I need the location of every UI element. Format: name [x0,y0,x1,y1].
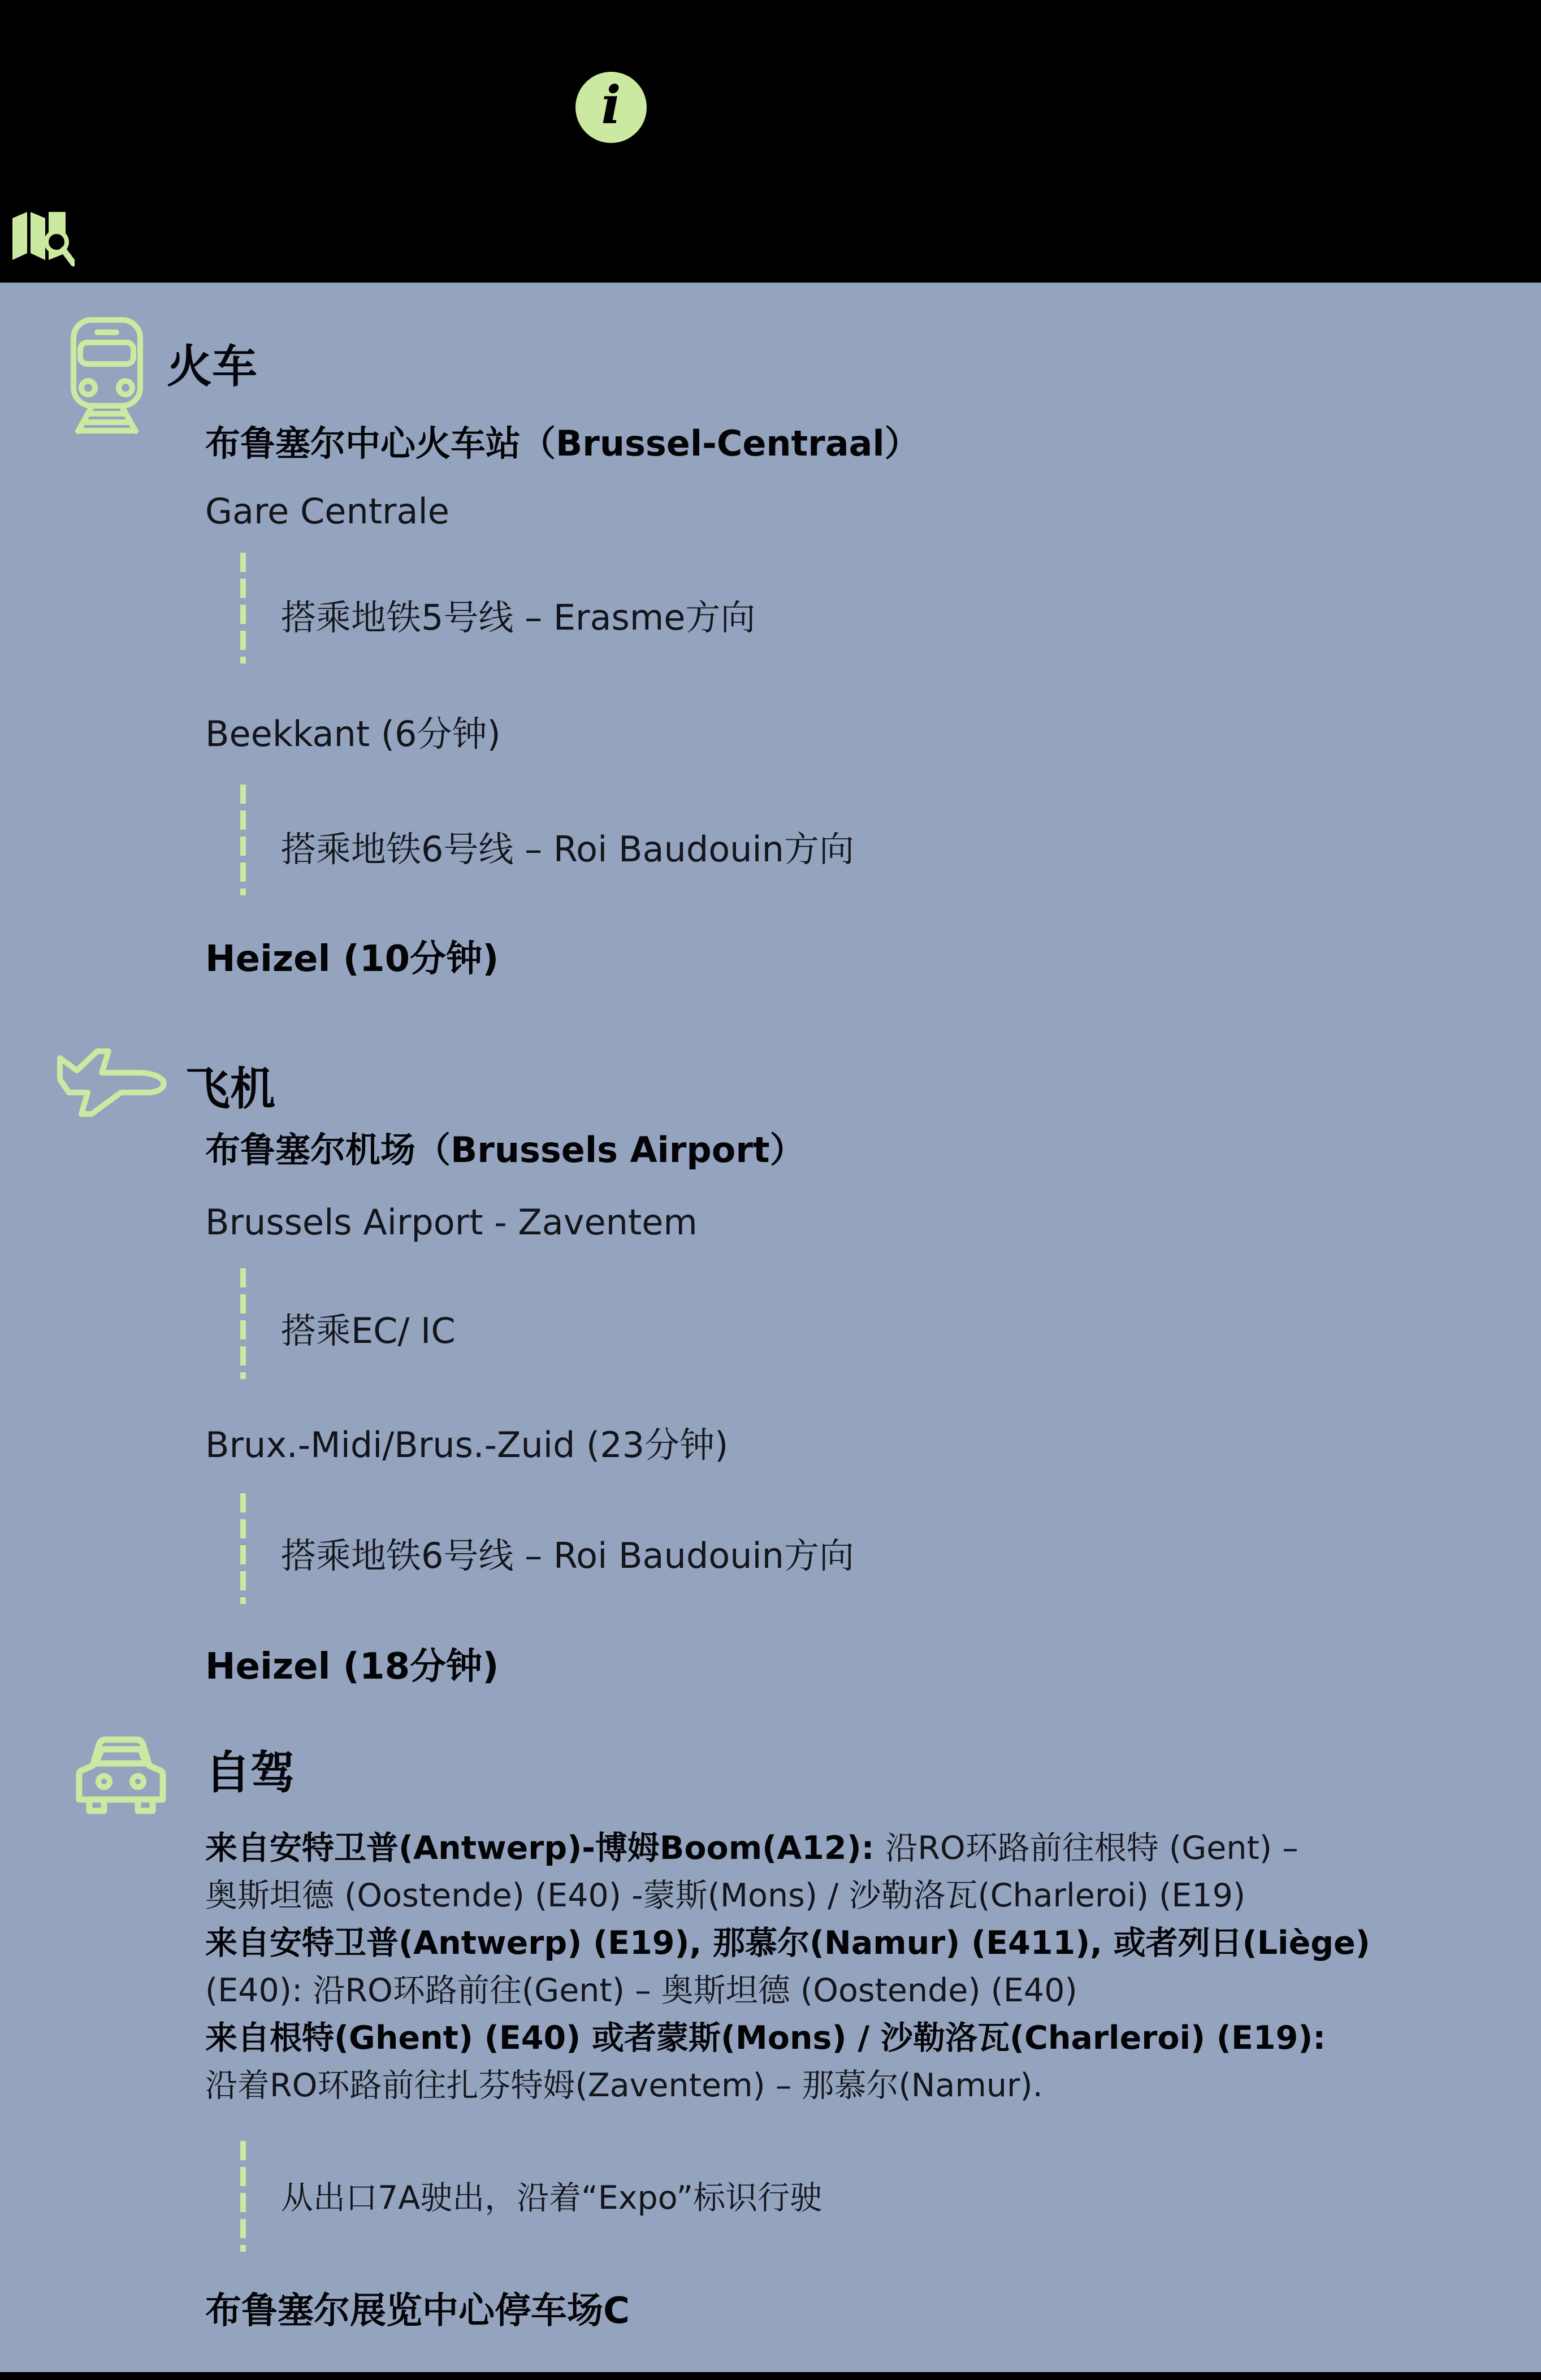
route-connector-dashed-line [240,1493,246,1604]
plane-arrival-stop: Heizel (18分钟) [205,1646,499,1688]
route-line: (E40): 沿RO环路前往(Gent) – 奥斯坦德 (Oostende) (E40) [205,1972,1077,2009]
header-banner [0,0,1541,283]
train-stop-1: Beekkant (6分钟) [205,713,501,755]
route-line: 来自根特(Ghent) (E40) 或者蒙斯(Mons) / 沙勒洛瓦(Charleroi) (E19): [205,2019,1326,2057]
plane-step-2: 搭乘地铁6号线 – Roi Baudouin方向 [281,1535,854,1576]
car-arrival-parking: 布鲁塞尔展览中心停车场C [205,2290,630,2332]
plane-icon [52,1046,172,1118]
route-line: 沿着RO环路前往扎芬特姆(Zaventem) – 那慕尔(Namur). [205,2067,1043,2104]
info-icon [575,72,647,143]
train-station-subtitle: Gare Centrale [205,491,449,532]
bottom-divider-bar [0,2372,1541,2380]
section-title-car: 自驾 [205,1746,296,1799]
train-step-1: 搭乘地铁5号线 – Erasme方向 [281,597,756,638]
route-connector-dashed-line [240,553,246,664]
train-icon [68,317,147,435]
route-line: 奥斯坦德 (Oostende) (E40) -蒙斯(Mons) / 沙勒洛瓦(Charleroi) (E19) [205,1877,1246,1914]
plane-stop-1: Brux.-Midi/Brus.-Zuid (23分钟) [205,1424,729,1466]
info-icon-glyph: i [601,75,621,136]
route-line: 来自安特卫普(Antwerp) (E19), 那慕尔(Namur) (E411), 或者列日(Liège) [205,1924,1370,1962]
route-connector-dashed-line [240,1268,246,1379]
train-station-title: 布鲁塞尔中心火车站（Brussel-Centraal） [205,423,920,464]
plane-station-title: 布鲁塞尔机场（Brussels Airport） [205,1129,805,1171]
train-arrival-stop: Heizel (10分钟) [205,938,499,980]
train-step-2: 搭乘地铁6号线 – Roi Baudouin方向 [281,829,854,870]
plane-step-1: 搭乘EC/ IC [281,1310,456,1351]
section-title-plane: 飞机 [185,1063,275,1115]
route-line: 来自安特卫普(Antwerp)-博姆Boom(A12): 沿RO环路前往根特 (Gent) – [205,1830,1298,1867]
car-step-1: 从出口7A驶出，沿着“Expo”标识行驶 [281,2179,823,2217]
plane-station-subtitle: Brussels Airport - Zaventem [205,1202,698,1243]
route-connector-dashed-line [240,784,246,895]
car-icon [73,1736,168,1817]
route-connector-dashed-line [240,2141,246,2252]
map-search-icon[interactable] [11,210,75,269]
driving-directions [205,1824,1370,2109]
section-title-train: 火车 [167,340,257,393]
